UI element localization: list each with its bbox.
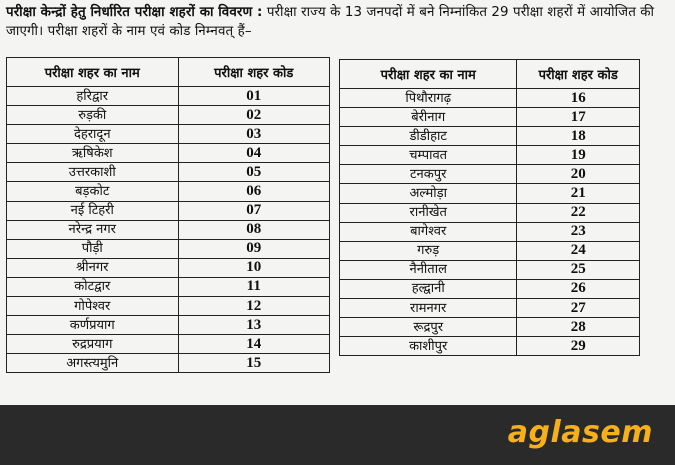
table-row — [7, 220, 330, 239]
city-code-cell: 17 — [517, 108, 640, 127]
table-row — [7, 258, 330, 277]
city-code-cell: 01 — [178, 87, 330, 106]
city-code-cell: 13 — [178, 316, 330, 335]
city-name-cell: पिथौरागढ़ — [340, 89, 517, 108]
city-code-cell: 26 — [517, 279, 640, 298]
city-name-cell: अगस्त्यमुनि — [7, 354, 179, 373]
city-code-cell: 15 — [178, 354, 330, 373]
city-name-cell: चम्पावत — [340, 146, 517, 165]
city-name-cell: नरेन्द्र नगर — [7, 220, 179, 239]
city-code-cell: 28 — [517, 318, 640, 337]
table-row — [7, 201, 330, 220]
city-name-cell: रामनगर — [340, 299, 517, 318]
table-row — [340, 203, 640, 222]
city-name-cell: रानीखेत — [340, 203, 517, 222]
city-code-cell: 24 — [517, 241, 640, 260]
city-name-cell: काशीपुर — [340, 337, 517, 356]
table-row — [340, 89, 640, 108]
city-code-cell: 06 — [178, 182, 330, 201]
table-row — [7, 125, 330, 144]
city-name-cell: देहरादून — [7, 125, 179, 144]
intro-paragraph — [6, 3, 670, 41]
brand-logo: aglasem — [507, 415, 653, 450]
table-row — [7, 297, 330, 316]
city-code-cell: 29 — [517, 337, 640, 356]
city-code-cell: 25 — [517, 260, 640, 279]
city-code-cell: 21 — [517, 184, 640, 203]
city-name-cell: कर्णप्रयाग — [7, 316, 179, 335]
table-row — [7, 277, 330, 296]
city-name-cell: डीडीहाट — [340, 127, 517, 146]
city-code-cell: 19 — [517, 146, 640, 165]
city-name-cell: बड़कोट — [7, 182, 179, 201]
city-name-cell: नई टिहरी — [7, 201, 179, 220]
table-row — [340, 127, 640, 146]
city-code-cell: 07 — [178, 201, 330, 220]
table-row — [340, 184, 640, 203]
intro-text: परीक्षा राज्य के 13 जनपदों में बने निम्नांकित 29 परीक्षा शहरों में आयोजित की जाएगी। परीक्षा शहरों के नाम एवं कोड निम्नवत् हैं– — [6, 5, 655, 39]
table-row — [7, 239, 330, 258]
table-header-row — [7, 58, 330, 87]
table-row — [7, 144, 330, 163]
table-row — [7, 106, 330, 125]
footer-banner — [0, 405, 675, 465]
city-code-cell: 09 — [178, 239, 330, 258]
table-row — [7, 87, 330, 106]
city-code-cell: 10 — [178, 258, 330, 277]
city-name-cell: गरुड़ — [340, 241, 517, 260]
city-name-cell: कोटद्वार — [7, 277, 179, 296]
table-row — [340, 108, 640, 127]
header-city-name: परीक्षा शहर का नाम — [7, 58, 179, 87]
city-code-cell: 05 — [178, 163, 330, 182]
city-name-cell: उत्तरकाशी — [7, 163, 179, 182]
city-name-cell: पौड़ी — [7, 239, 179, 258]
city-code-cell: 27 — [517, 299, 640, 318]
table-row — [340, 337, 640, 356]
city-name-cell: टनकपुर — [340, 165, 517, 184]
city-name-cell: श्रीनगर — [7, 258, 179, 277]
city-code-cell: 18 — [517, 127, 640, 146]
intro-heading: परीक्षा केन्द्रों हेतु निर्धारित परीक्षा शहरों का विवरण : — [6, 5, 263, 20]
header-city-code: परीक्षा शहर कोड — [517, 60, 640, 89]
table-row — [340, 279, 640, 298]
city-name-cell: अल्मोड़ा — [340, 184, 517, 203]
city-name-cell: गोपेश्वर — [7, 297, 179, 316]
exam-city-table-left — [6, 57, 330, 373]
city-code-cell: 23 — [517, 222, 640, 241]
city-name-cell: हल्द्वानी — [340, 279, 517, 298]
header-city-name: परीक्षा शहर का नाम — [340, 60, 517, 89]
city-code-cell: 11 — [178, 277, 330, 296]
city-name-cell: रुद्रप्रयाग — [7, 335, 179, 354]
city-name-cell: रूद्रपुर — [340, 318, 517, 337]
table-row — [340, 318, 640, 337]
city-name-cell: नैनीताल — [340, 260, 517, 279]
city-code-cell: 22 — [517, 203, 640, 222]
table-header-row — [340, 60, 640, 89]
city-code-cell: 14 — [178, 335, 330, 354]
table-row — [340, 299, 640, 318]
city-code-cell: 02 — [178, 106, 330, 125]
city-code-cell: 12 — [178, 297, 330, 316]
table-row — [7, 335, 330, 354]
table-row — [7, 182, 330, 201]
city-code-cell: 08 — [178, 220, 330, 239]
table-row — [7, 163, 330, 182]
city-name-cell: बेरीनाग — [340, 108, 517, 127]
city-code-cell: 04 — [178, 144, 330, 163]
city-name-cell: ऋषिकेश — [7, 144, 179, 163]
table-row — [340, 241, 640, 260]
city-code-cell: 20 — [517, 165, 640, 184]
city-name-cell: हरिद्वार — [7, 87, 179, 106]
table-row — [340, 165, 640, 184]
city-name-cell: रुड़की — [7, 106, 179, 125]
table-row — [7, 354, 330, 373]
table-row — [340, 146, 640, 165]
table-row — [340, 222, 640, 241]
exam-city-table-right — [339, 59, 640, 356]
table-row — [7, 316, 330, 335]
city-code-cell: 16 — [517, 89, 640, 108]
city-code-cell: 03 — [178, 125, 330, 144]
table-row — [340, 260, 640, 279]
city-name-cell: बागेश्वर — [340, 222, 517, 241]
header-city-code: परीक्षा शहर कोड — [178, 58, 330, 87]
